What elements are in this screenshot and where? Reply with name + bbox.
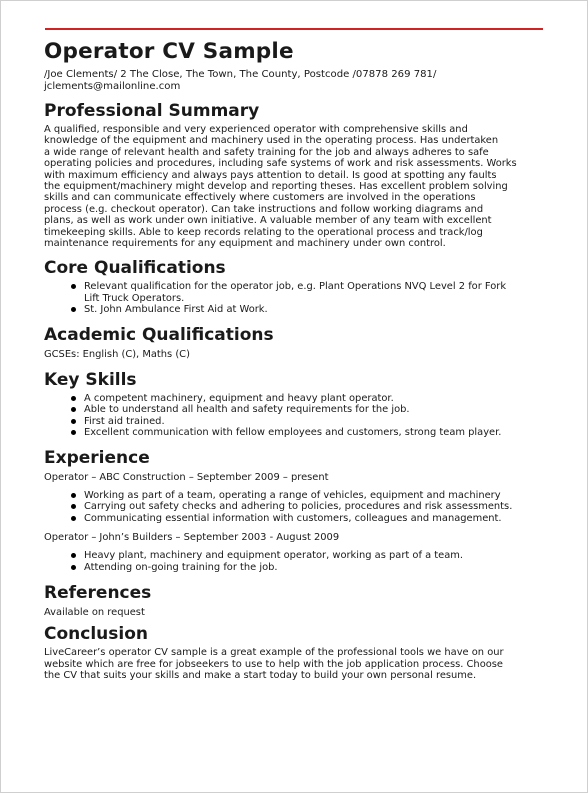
list-item-line: St. John Ambulance First Aid at Work.: [84, 304, 268, 316]
list-item: A competent machinery, equipment and heavy plant operator.: [84, 393, 549, 405]
summary-line: the equipment/machinery might develop and reporting theses. Has excellent problem solving: [44, 181, 508, 193]
key-skills-list: [44, 393, 549, 439]
summary-line: timekeeping skills. Able to keep records relating to the operational process and track/log: [44, 226, 483, 238]
section-heading-references: References: [44, 583, 152, 604]
summary-line: skills and can communicate effectively where customers are involved in the operations: [44, 192, 476, 204]
list-item: Attending on-going training for the job.: [84, 562, 549, 574]
summary-line: process (e.g. checkout operator). Can take instructions and follow working diagrams and: [44, 203, 484, 215]
list-item-line: Lift Truck Operators.: [84, 292, 185, 304]
section-heading-core: Core Qualifications: [44, 258, 226, 279]
conclusion-line: website which are free for jobseekers to use to help with the job application process. Choose: [44, 658, 503, 670]
section-heading-summary: Professional Summary: [44, 101, 260, 121]
list-item: Communicating essential information with customers, colleagues and management.: [84, 513, 549, 525]
job-title: Operator – ABC Construction – September 2009 – present: [44, 471, 329, 483]
list-item: Heavy plant, machinery and equipment operator, working as part of a team.: [84, 550, 549, 562]
cv-document: [44, 38, 549, 682]
list-item: Able to understand all health and safety requirements for the job.: [84, 404, 549, 416]
job-title: Operator – John’s Builders – September 2003 - August 2009: [44, 532, 340, 544]
conclusion-line: the CV that suits your skills and make a start today to build your own personal resume.: [44, 670, 477, 682]
section-heading-conclusion: Conclusion: [44, 624, 148, 645]
conclusion-line: LiveCareer’s operator CV sample is a great example of the professional tools we have on our: [44, 647, 504, 659]
summary-line: knowledge of the equipment and machinery used in the operating process. Has undertaken: [44, 135, 499, 147]
job-duties-list: [44, 490, 549, 525]
summary-line: operating policies and procedures, including safe systems of work and risk assessments. Works: [44, 158, 517, 170]
document-title: Operator CV Sample: [44, 39, 294, 64]
conclusion-text: [44, 647, 549, 681]
summary-line: with maximum efficiency and always pays attention to detail. Is good at spotting any faults: [44, 169, 497, 181]
core-qualifications-list: [44, 281, 549, 316]
header-rule: [45, 28, 543, 30]
contact-email: jclements@mailonline.com: [44, 81, 181, 92]
list-item: Excellent communication with fellow employees and customers, strong team player.: [84, 427, 549, 439]
section-heading-skills: Key Skills: [44, 369, 137, 390]
list-item-line: Relevant qualification for the operator job, e.g. Plant Operations NVQ Level 2 for Fork: [84, 281, 507, 293]
summary-line: maintenance requirements for any equipment and machinery under own control.: [44, 238, 446, 250]
contact-line: /Joe Clements/ 2 The Close, The Town, The County, Postcode /07878 269 781/: [44, 69, 437, 80]
references-text: Available on request: [44, 607, 145, 619]
summary-line: plans, as well as work under own initiative. A valuable member of any team with excellent: [44, 215, 492, 227]
section-heading-academic: Academic Qualifications: [44, 324, 274, 345]
list-item: [84, 281, 549, 304]
list-item: First aid trained.: [84, 416, 549, 428]
summary-line: a wide range of relevant health and safety training for the job and always adheres to safe: [44, 146, 489, 158]
academic-text: GCSEs: English (C), Maths (C): [44, 348, 190, 360]
section-heading-experience: Experience: [44, 447, 150, 468]
list-item: [84, 304, 549, 316]
job-duties-list: [44, 550, 549, 573]
list-item: Working as part of a team, operating a range of vehicles, equipment and machinery: [84, 490, 549, 502]
summary-line: A qualified, responsible and very experienced operator with comprehensive skills and: [44, 124, 468, 135]
summary-text: [44, 124, 549, 249]
list-item: Carrying out safety checks and adhering to policies, procedures and risk assessments.: [84, 501, 549, 513]
contact-details: [44, 69, 549, 93]
